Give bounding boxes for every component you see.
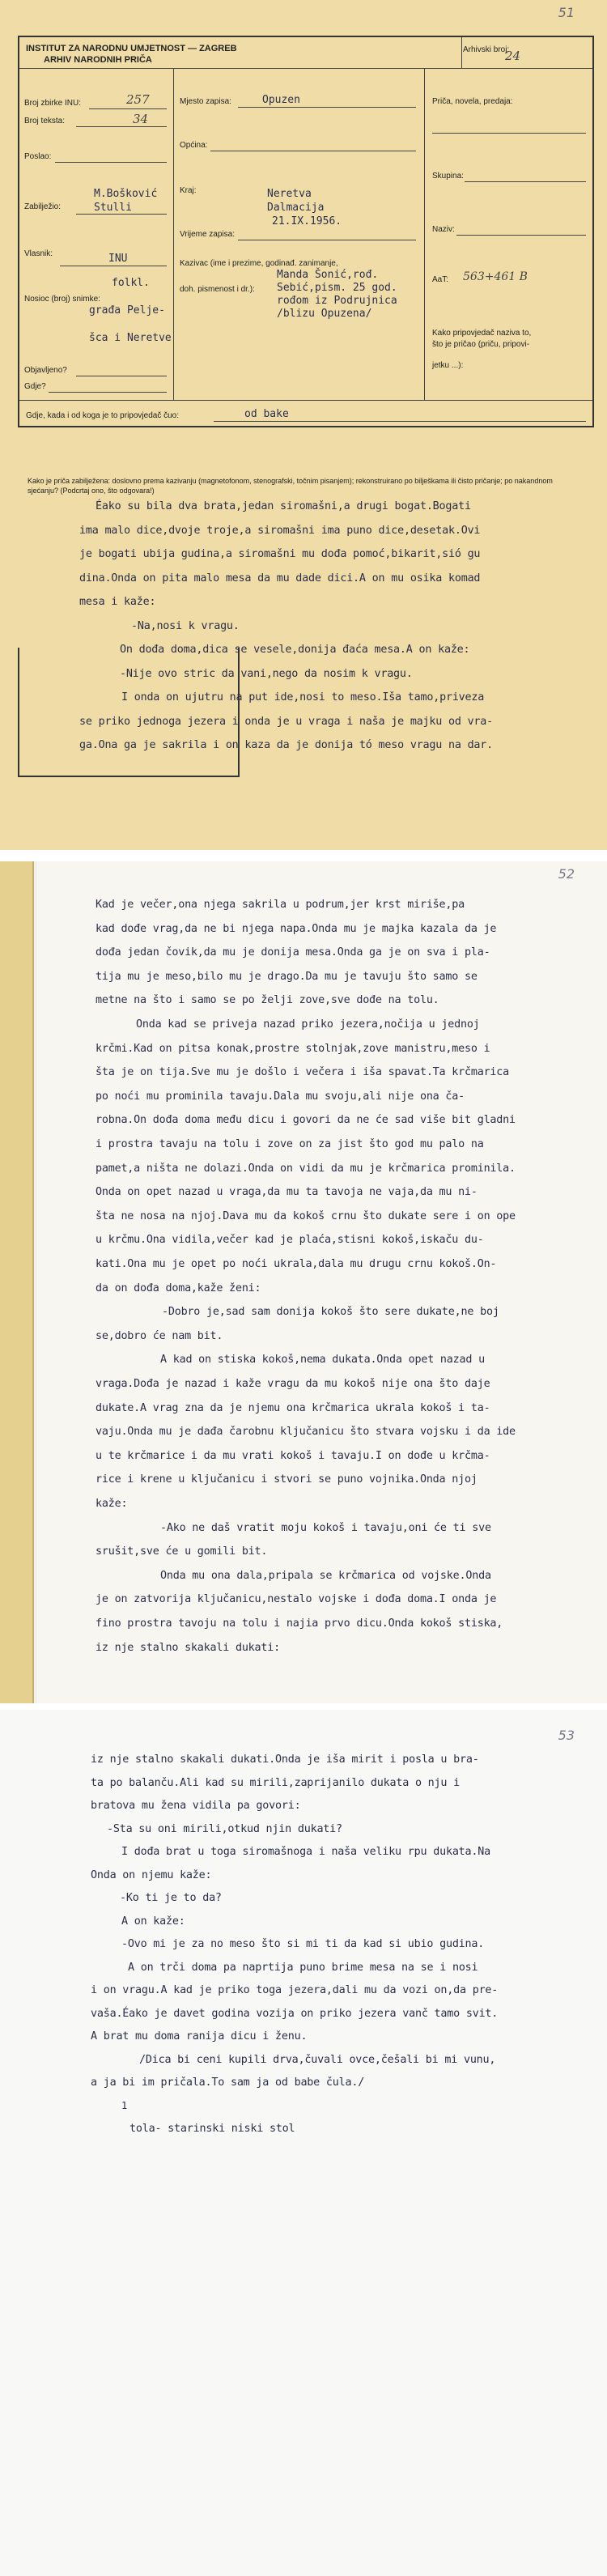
typed-line: srušit,sve će u gomili bit. (96, 1545, 268, 1558)
story-page-2 (0, 861, 607, 1703)
underline (76, 126, 167, 127)
typed-line: tola- starinski niski stol (129, 2123, 295, 2135)
underline (55, 162, 167, 163)
archive-number-value: 24 (505, 49, 521, 63)
typed-line: kaže: (96, 1498, 128, 1510)
opcina-label: Općina: (180, 141, 208, 150)
typed-line: krčmi.Kad on pitsa konak,prostre stolnjak,zove manistru,meso i (96, 1042, 490, 1055)
page-number: 52 (558, 866, 575, 882)
archive-number-label: Arhivski broj: (463, 45, 510, 54)
typed-line: -Na,nosi k vragu. (131, 619, 240, 632)
archive-form-page (0, 0, 607, 850)
vrijeme-value: 21.IX.1956. (272, 215, 342, 227)
typed-line: kad dođe vrag,da ne bi njega napa.Onda mu je majka kazala da je (96, 922, 497, 935)
typed-line: Onda on opet nazad u vraga,da mu ta tavoja ne vaja,da mu ni- (96, 1186, 478, 1199)
naziv-label: Naziv: (432, 225, 455, 234)
form-divider (424, 68, 425, 400)
typed-line: -Nije ovo stric da vani,nego da nosim k vragu. (120, 667, 413, 680)
typed-line: Kad je večer,ona njega sakrila u podrum,jer krst miriše,pa (96, 899, 465, 911)
zbirka-label: Broj zbirke INU: (24, 99, 82, 108)
typed-line: je on zatvorija ključanicu,nestalo vojske i dođa doma.I onda je (96, 1593, 497, 1606)
typed-line: se,dobro će nam bit. (96, 1329, 223, 1342)
gdje-kada-value: od bake (244, 408, 289, 420)
kazivac-value: Manda Šonić,rođ. (277, 269, 379, 281)
underline (214, 421, 586, 422)
vrijeme-label: Vrijeme zapisa: (180, 230, 235, 239)
form-divider (19, 68, 461, 69)
typed-line: robna.On dođa doma među dicu i govori da ne će sad više bit gladni (96, 1114, 516, 1127)
kraj-value: Dalmacija (267, 202, 325, 214)
typed-line: -Ko ti je to da? (120, 1892, 222, 1904)
pripovjedac-label: što je pričao (priču, pripovi- (432, 340, 530, 349)
zbirka-value: 257 (126, 92, 150, 107)
pripovjedac-label: jetku ...): (432, 361, 464, 370)
typed-line: da on dođa doma,kaže ženi: (96, 1282, 261, 1294)
teksta-label: Broj teksta: (24, 117, 66, 125)
typed-line: iz nje stalno skakali dukati.Onda je iša mirit i posla u bra- (91, 1753, 479, 1766)
archive-form (18, 36, 594, 427)
typed-line: dina.Onda on pita malo mesa da mu dade dici.A on mu osika komad (79, 572, 481, 584)
typed-line: ga.Ona ga je sakrila i on kaza da je donija tó meso vragu na dar. (79, 739, 494, 751)
form-divider (173, 68, 174, 400)
typed-line: Onda kad se priveja nazad priko jezera,nočija u jednoj (136, 1018, 480, 1031)
typed-line: i prostra tavaju na tolu i zove on za jist što god mu palo na (96, 1138, 484, 1150)
typed-line: I onda on ujutru na put ide,nosi to meso.Iša tamo,priveza (121, 691, 485, 704)
typed-line: se priko jednoga jezera i onda je u vraga i naša je majku od vra- (79, 715, 494, 728)
typed-line: -Ako ne daš vratit moju kokoš i tavaju,oni će ti sve (160, 1521, 491, 1534)
form-divider (461, 68, 592, 69)
typed-line: vraga.Dođa je nazad i kaže vragu da mu kokoš nije ona što daje (96, 1378, 490, 1390)
typed-line: mesa i kaže: (79, 596, 156, 608)
typed-line: kati.Ona mu je opet po noći ukrala,dala mu drugu crnu kokoš.On- (96, 1258, 497, 1270)
underline (465, 181, 586, 182)
nosioc-label: Nosioc (broj) snimke: (24, 295, 100, 304)
pripovjedac-label: Kako pripovjedač naziva to, (432, 329, 532, 338)
typed-line: metne na što i samo se po želji zove,sve dođe na tolu. (96, 994, 439, 1007)
typed-line: u krčmu.Ona vidila,večer kad je plaća,stisni kokoš,iskaču du- (96, 1234, 484, 1247)
typed-line: po noći mu prominila tavaju.Dala mu svoju,ali nije ona ča- (96, 1090, 465, 1103)
typed-line: A kad on stiska kokoš,nema dukata.Onda opet nazad u (160, 1354, 485, 1367)
nosioc-value: šca i Neretve (89, 332, 172, 344)
poslao-label: Poslao: (24, 152, 52, 161)
vlasnik-label: Vlasnik: (24, 249, 53, 258)
typed-line: A brat mu doma ranija dicu i ženu. (91, 2030, 308, 2043)
nosioc-value: građa Pelje- (89, 304, 165, 317)
kazivac-label: Kazivac (ime i prezime, godinađ. zanimanje, (180, 259, 338, 268)
typed-line: Éako su bila dva brata,jedan siromašni,a drugi bogat.Bogati (96, 500, 471, 512)
typed-line: pamet,a ništa ne dolazi.Onda on vidi da mu je krčmarica prominila. (96, 1162, 516, 1175)
kraj-value: Neretva (267, 188, 312, 200)
typed-line: -Dobro je,sad sam donija kokoš što sere dukate,ne boj (162, 1306, 499, 1319)
objavljeno-label: Objavljeno? (24, 366, 67, 375)
typed-line: ta po balanču.Ali kad su mirili,zaprijanilo dukata o nju i (91, 1776, 460, 1789)
typed-line: 1 (121, 2099, 128, 2111)
typed-line: vaša.Éako je davet godina vozija on priko jezera vanč tamo svit. (91, 2007, 499, 2020)
typed-line: dođa jedan čovik,da mu je donija mesa.Onda ga je on sva i pla- (96, 946, 490, 959)
page-number: 53 (558, 1728, 575, 1743)
teksta-value: 34 (133, 112, 149, 126)
typed-line: fino prostra tavoju na tolu i najia prvo dicu.Onda kokoš stiska, (96, 1617, 503, 1630)
typed-line: On dođa doma,dica se vesele,donija đaća mesa.A on kaže: (120, 644, 470, 656)
kraj-label: Kraj: (180, 186, 197, 195)
mjesto-label: Mjesto zapisa: (180, 97, 231, 106)
typed-line: -Ovo mi je za no meso što si mi ti da kad si ubio gudina. (121, 1938, 485, 1950)
typed-line: u te krčmarice i da mu vrati kokoš i tavaju.I on dođe u krčma- (96, 1449, 490, 1462)
form-divider (461, 37, 462, 68)
at-value: 563+461 B (463, 270, 528, 283)
typed-line: vaju.Onda mu je dađa čarobnu ključanicu što stvara vojsku i da ide (96, 1426, 516, 1439)
zabiljezio-value: Stulli (94, 202, 132, 214)
typed-line: šta je on tija.Sve mu je došlo i večera i iša spavat.Ta krčmarica (96, 1066, 510, 1079)
typed-line: -Sta su oni mirili,otkud njin dukati? (107, 1822, 342, 1835)
previous-page-edge (0, 861, 34, 1703)
nosioc-value: folkl. (112, 277, 150, 289)
zabiljezio-value: M.Bošković (94, 188, 158, 200)
skupina-label: Skupina: (432, 172, 464, 181)
typed-line: a ja bi im pričala.To sam ja od babe čula./ (91, 2077, 365, 2089)
typed-line: šta ne nosa na njoj.Dava mu da kokoš crnu što dukate sere i on ope (96, 1209, 516, 1222)
typed-line: A on trči doma pa naprtija puno brime mesa na se i nosi (128, 1961, 478, 1974)
vlasnik-value: INU (108, 253, 128, 265)
underline (238, 107, 416, 108)
typed-line: Onda mu ona dala,pripala se krčmarica od vojske.Onda (160, 1569, 491, 1582)
typed-line: ima malo dice,dvoje troje,a siromašni ima puno dice,desetak.Ovi (79, 524, 481, 537)
kazivac-value: Sebić,pism. 25 god. (277, 282, 397, 294)
typed-line: je bogati ubija gudina,a siromašni mu dođa pomoć,bikarit,sió gu (79, 548, 481, 560)
typed-line: tija mu je meso,bilo mu je drago.Da mu je tavuju što samo se (96, 970, 478, 983)
kazivac-value: rođom iz Podrujnica (277, 295, 397, 307)
archive-name: ARHIV NARODNIH PRIČA (44, 55, 152, 65)
underline (456, 235, 586, 236)
underline (432, 133, 586, 134)
typed-line: /Dica bi ceni kupili drva,čuvali ovce,češali bi mi vunu, (139, 2053, 496, 2066)
typed-line: A on kaže: (121, 1915, 185, 1928)
kazivac-value: /blizu Opuzena/ (277, 308, 372, 320)
gdje-kada-label: Gdje, kada i od koga je to pripovjedač čuo: (26, 411, 180, 420)
underline (89, 108, 167, 109)
page-number: 51 (558, 5, 575, 20)
typed-line: I dođa brat u toga siromašnoga i naša veliku rpu dukata.Na (121, 1846, 490, 1858)
kazivac-label: doh. pismenost i dr.): (180, 285, 255, 294)
form-divider (19, 400, 592, 401)
gdje-label: Gdje? (24, 382, 46, 391)
zabiljezio-label: Zabilježio: (24, 202, 62, 211)
recording-instructions: Kako je priča zabilježena: doslovno prema kazivanju (magnetofonom, stenografski, točnim pisanjem); rekonstruirano po bilješkama ili čisto pričanje; po nakandnom sjećanju? (Podcrtaj ono, što odgovara!) (28, 477, 553, 495)
typed-line: iz nje stalno skakali dukati: (96, 1641, 280, 1654)
mjesto-value: Opuzen (262, 94, 300, 106)
story-page-3 (0, 1710, 607, 2576)
typed-line: Onda on njemu kaže: (91, 1868, 212, 1881)
underline (76, 214, 167, 215)
typed-line: dukate.A vrag zna da je njemu ona krčmarica ukrala kokoš i ta- (96, 1401, 490, 1414)
typed-line: rice i krene u ključanicu i stvori se puno vojnika.Onda njoj (96, 1473, 478, 1486)
typed-line: bratova mu žena vidila pa govori: (91, 1800, 301, 1812)
institute-name: INSTITUT ZA NARODNU UMJETNOST — ZAGREB (26, 44, 237, 53)
prica-label: Priča, novela, predaja: (432, 97, 513, 106)
at-label: AaT: (432, 275, 449, 284)
typed-line: i on vragu.A kad je priko toga jezera,dali mu da vozi on,da pre- (91, 1984, 499, 1996)
underline (49, 392, 167, 393)
